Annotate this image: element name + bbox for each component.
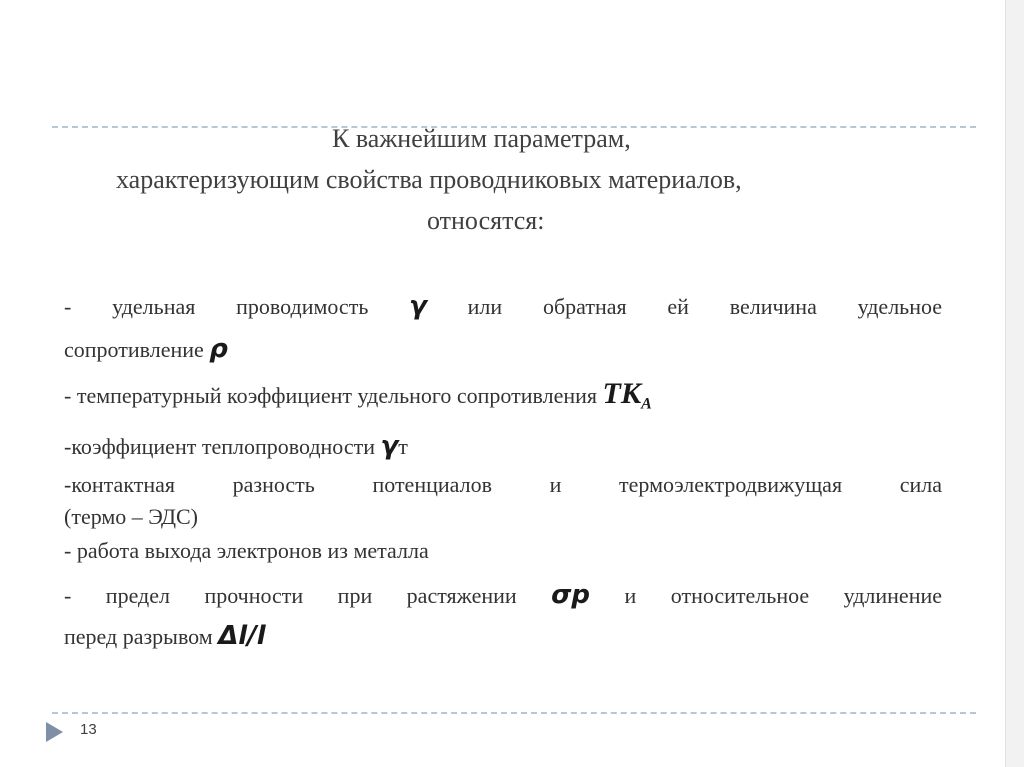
rho-symbol: ρ	[209, 334, 228, 364]
list-item-text: сопротивление	[64, 337, 204, 362]
list-item-text: - температурный коэффициент удельного сопротивления	[64, 383, 597, 408]
list-item-tensile-strength-line-2	[64, 620, 942, 653]
list-item-contact-potential-line-2	[64, 501, 942, 533]
triangle-right-icon	[46, 722, 63, 742]
list-item-work-function	[64, 535, 942, 567]
list-item-tensile-strength-line-1	[64, 579, 942, 612]
list-item-conductivity-line-2	[64, 333, 942, 366]
gamma-t-symbol: γ	[380, 431, 399, 462]
parameter-list	[64, 282, 942, 653]
list-item-text: - работа выхода электронов из металла	[64, 538, 429, 564]
list-item-tcr	[64, 378, 942, 420]
list-item-text: перед разрывом	[64, 624, 213, 650]
slide-title	[60, 118, 940, 241]
slide-number: 13	[80, 721, 97, 738]
title-line-3: относятся:	[427, 206, 545, 235]
symbol-suffix: т	[398, 434, 408, 460]
list-item-text: и относительное удлинение	[624, 583, 943, 609]
sigma-p-symbol: σр	[551, 580, 591, 611]
list-item-conductivity-line-1	[64, 290, 942, 323]
tk-symbol: ТК	[602, 377, 642, 410]
list-item-text: -контактная разность потенциалов и термоэлектродвижущая сила	[64, 472, 942, 498]
window-frame-right	[1005, 0, 1024, 767]
list-item-text: или обратная ей величина удельное	[467, 294, 943, 319]
tk-subscript: А	[641, 395, 652, 413]
list-item-contact-potential-line-1	[64, 469, 942, 501]
title-line-2: характеризующим свойства проводниковых материалов,	[116, 165, 742, 194]
bottom-divider	[52, 712, 976, 714]
list-item-text: (термо – ЭДС)	[64, 504, 198, 530]
title-line-1: К важнейшим параметрам,	[332, 124, 631, 153]
list-item-text: - предел прочности при растяжении	[64, 583, 517, 609]
list-item-thermal-conductivity	[64, 430, 942, 463]
list-item-text: - удельная проводимость	[64, 294, 369, 319]
delta-l-symbol: Δl/l	[218, 621, 266, 652]
list-item-text: -коэффициент теплопроводности	[64, 434, 376, 460]
gamma-symbol: γ	[409, 291, 427, 321]
